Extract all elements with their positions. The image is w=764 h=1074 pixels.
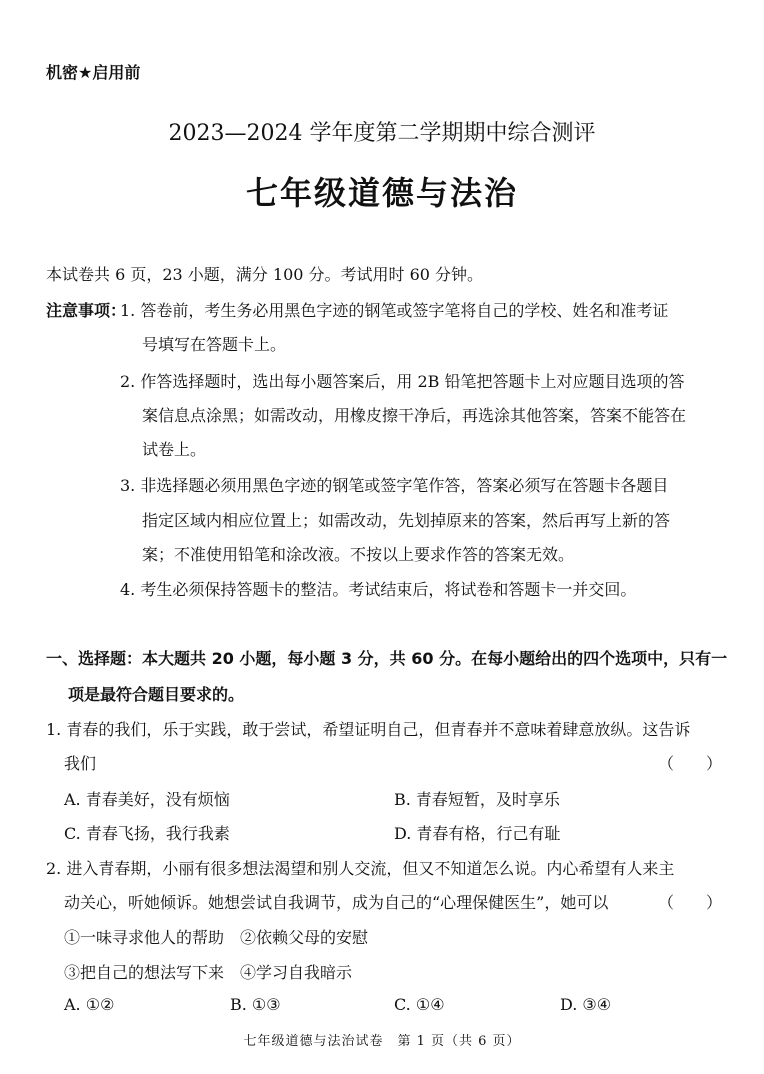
exam-term-title: 2023—2024 学年度第二学期期中综合测评 [168, 121, 596, 146]
question-1-option-b: B. 青春短暂，及时享乐 [394, 790, 560, 809]
question-2-option-c: C. ①④ [394, 995, 445, 1014]
section-1-heading-line-1: 一、选择题：本大题共 20 小题，每小题 3 分，共 60 分。在每小题给出的四个选项中，只有一 [46, 649, 728, 668]
question-2-option-a: A. ①② [64, 995, 115, 1014]
question-2-answer-bracket: （ ） [658, 893, 723, 912]
note-2-line-1: 2. 作答选择题时，选出每小题答案后，用 2B 铅笔把答题卡上对应题目选项的答 [120, 372, 685, 391]
question-1-option-d: D. 青春有格，行己有耻 [394, 824, 561, 843]
note-2-line-3: 试卷上。 [142, 440, 207, 459]
note-3-line-1: 3. 非选择题必须用黑色字迹的钢笔或签字笔作答，答案必须写在答题卡各题目 [120, 476, 669, 495]
question-1-option-c: C. 青春飞扬，我行我素 [64, 824, 230, 843]
note-1-line-1: 1. 答卷前，考生务必用黑色字迹的钢笔或签字笔将自己的学校、姓名和准考证 [120, 301, 669, 320]
section-1-heading-line-2: 项是最符合题目要求的。 [68, 685, 245, 704]
notes-label: 注意事项： [46, 301, 127, 320]
question-2-statements-line-2: ③把自己的想法写下来 ④学习自我暗示 [64, 963, 353, 982]
question-2-option-d: D. ③④ [560, 995, 612, 1014]
subject-title: 七年级道德与法治 [245, 174, 518, 212]
question-1-answer-bracket: （ ） [658, 754, 723, 773]
page-footer: 七年级道德与法治试卷 第 1 页（共 6 页） [243, 1034, 521, 1049]
note-3-line-2: 指定区域内相应位置上；如需改动，先划掉原来的答案，然后再写上新的答 [142, 511, 671, 530]
note-2-line-2: 案信息点涂黑；如需改动，用橡皮擦干净后，再选涂其他答案，答案不能答在 [142, 406, 687, 425]
question-2-stem-line-1: 2. 进入青春期，小丽有很多想法渴望和别人交流，但又不知道怎么说。内心希望有人来主 [46, 859, 675, 878]
note-3-line-3: 案；不准使用铅笔和涂改液。不按以上要求作答的答案无效。 [142, 545, 575, 564]
question-1-stem-line-2: 我们 [64, 754, 97, 773]
question-2-option-b: B. ①③ [230, 995, 281, 1014]
question-2-stem-line-2: 动关心，听她倾诉。她想尝试自我调节，成为自己的“心理保健医生”，她可以 [64, 893, 609, 912]
question-1-stem-line-1: 1. 青春的我们，乐于实践，敢于尝试，希望证明自己，但青春并不意味着肆意放纵。这告诉 [46, 720, 691, 739]
question-1-option-a: A. 青春美好，没有烦恼 [64, 790, 230, 809]
note-4-line-1: 4. 考生必须保持答题卡的整洁。考试结束后，将试卷和答题卡一并交回。 [120, 580, 637, 599]
confidential-label: 机密★启用前 [46, 63, 141, 82]
question-2-statements-line-1: ①一味寻求他人的帮助 ②依赖父母的安慰 [64, 928, 369, 947]
note-1-line-2: 号填写在答题卡上。 [142, 335, 287, 354]
exam-intro: 本试卷共 6 页，23 小题，满分 100 分。考试用时 60 分钟。 [46, 265, 484, 284]
